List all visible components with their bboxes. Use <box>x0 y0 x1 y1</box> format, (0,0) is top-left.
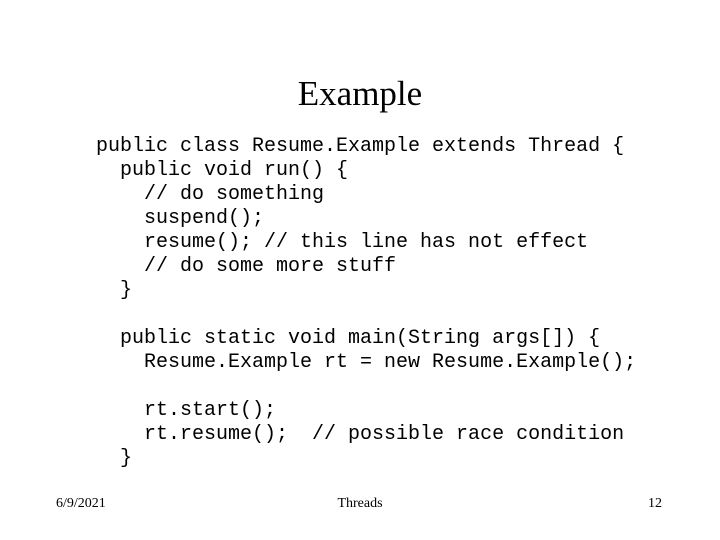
code-block <box>96 135 636 471</box>
code-line: public void run() { <box>96 159 349 182</box>
code-line: } <box>96 447 133 470</box>
code-line: suspend(); <box>96 207 265 230</box>
code-line: } <box>96 279 133 302</box>
code-line: public class Resume.Example extends Thread { <box>96 135 625 158</box>
code-blank-line <box>96 375 636 399</box>
slide-title: Example <box>297 74 423 113</box>
footer-page-number: 12 <box>648 496 662 511</box>
code-line: rt.resume(); // possible race condition <box>96 423 625 446</box>
footer-date: 6/9/2021 <box>56 496 106 511</box>
code-line: resume(); // this line has not effect <box>96 231 589 254</box>
code-line: rt.start(); <box>96 399 277 422</box>
code-line: // do something <box>96 183 325 206</box>
code-line: Resume.Example rt = new Resume.Example(); <box>96 351 637 374</box>
code-line: // do some more stuff <box>96 255 397 278</box>
footer-topic: Threads <box>337 496 383 511</box>
code-line: public static void main(String args[]) { <box>96 327 601 350</box>
code-blank-line <box>96 303 636 327</box>
